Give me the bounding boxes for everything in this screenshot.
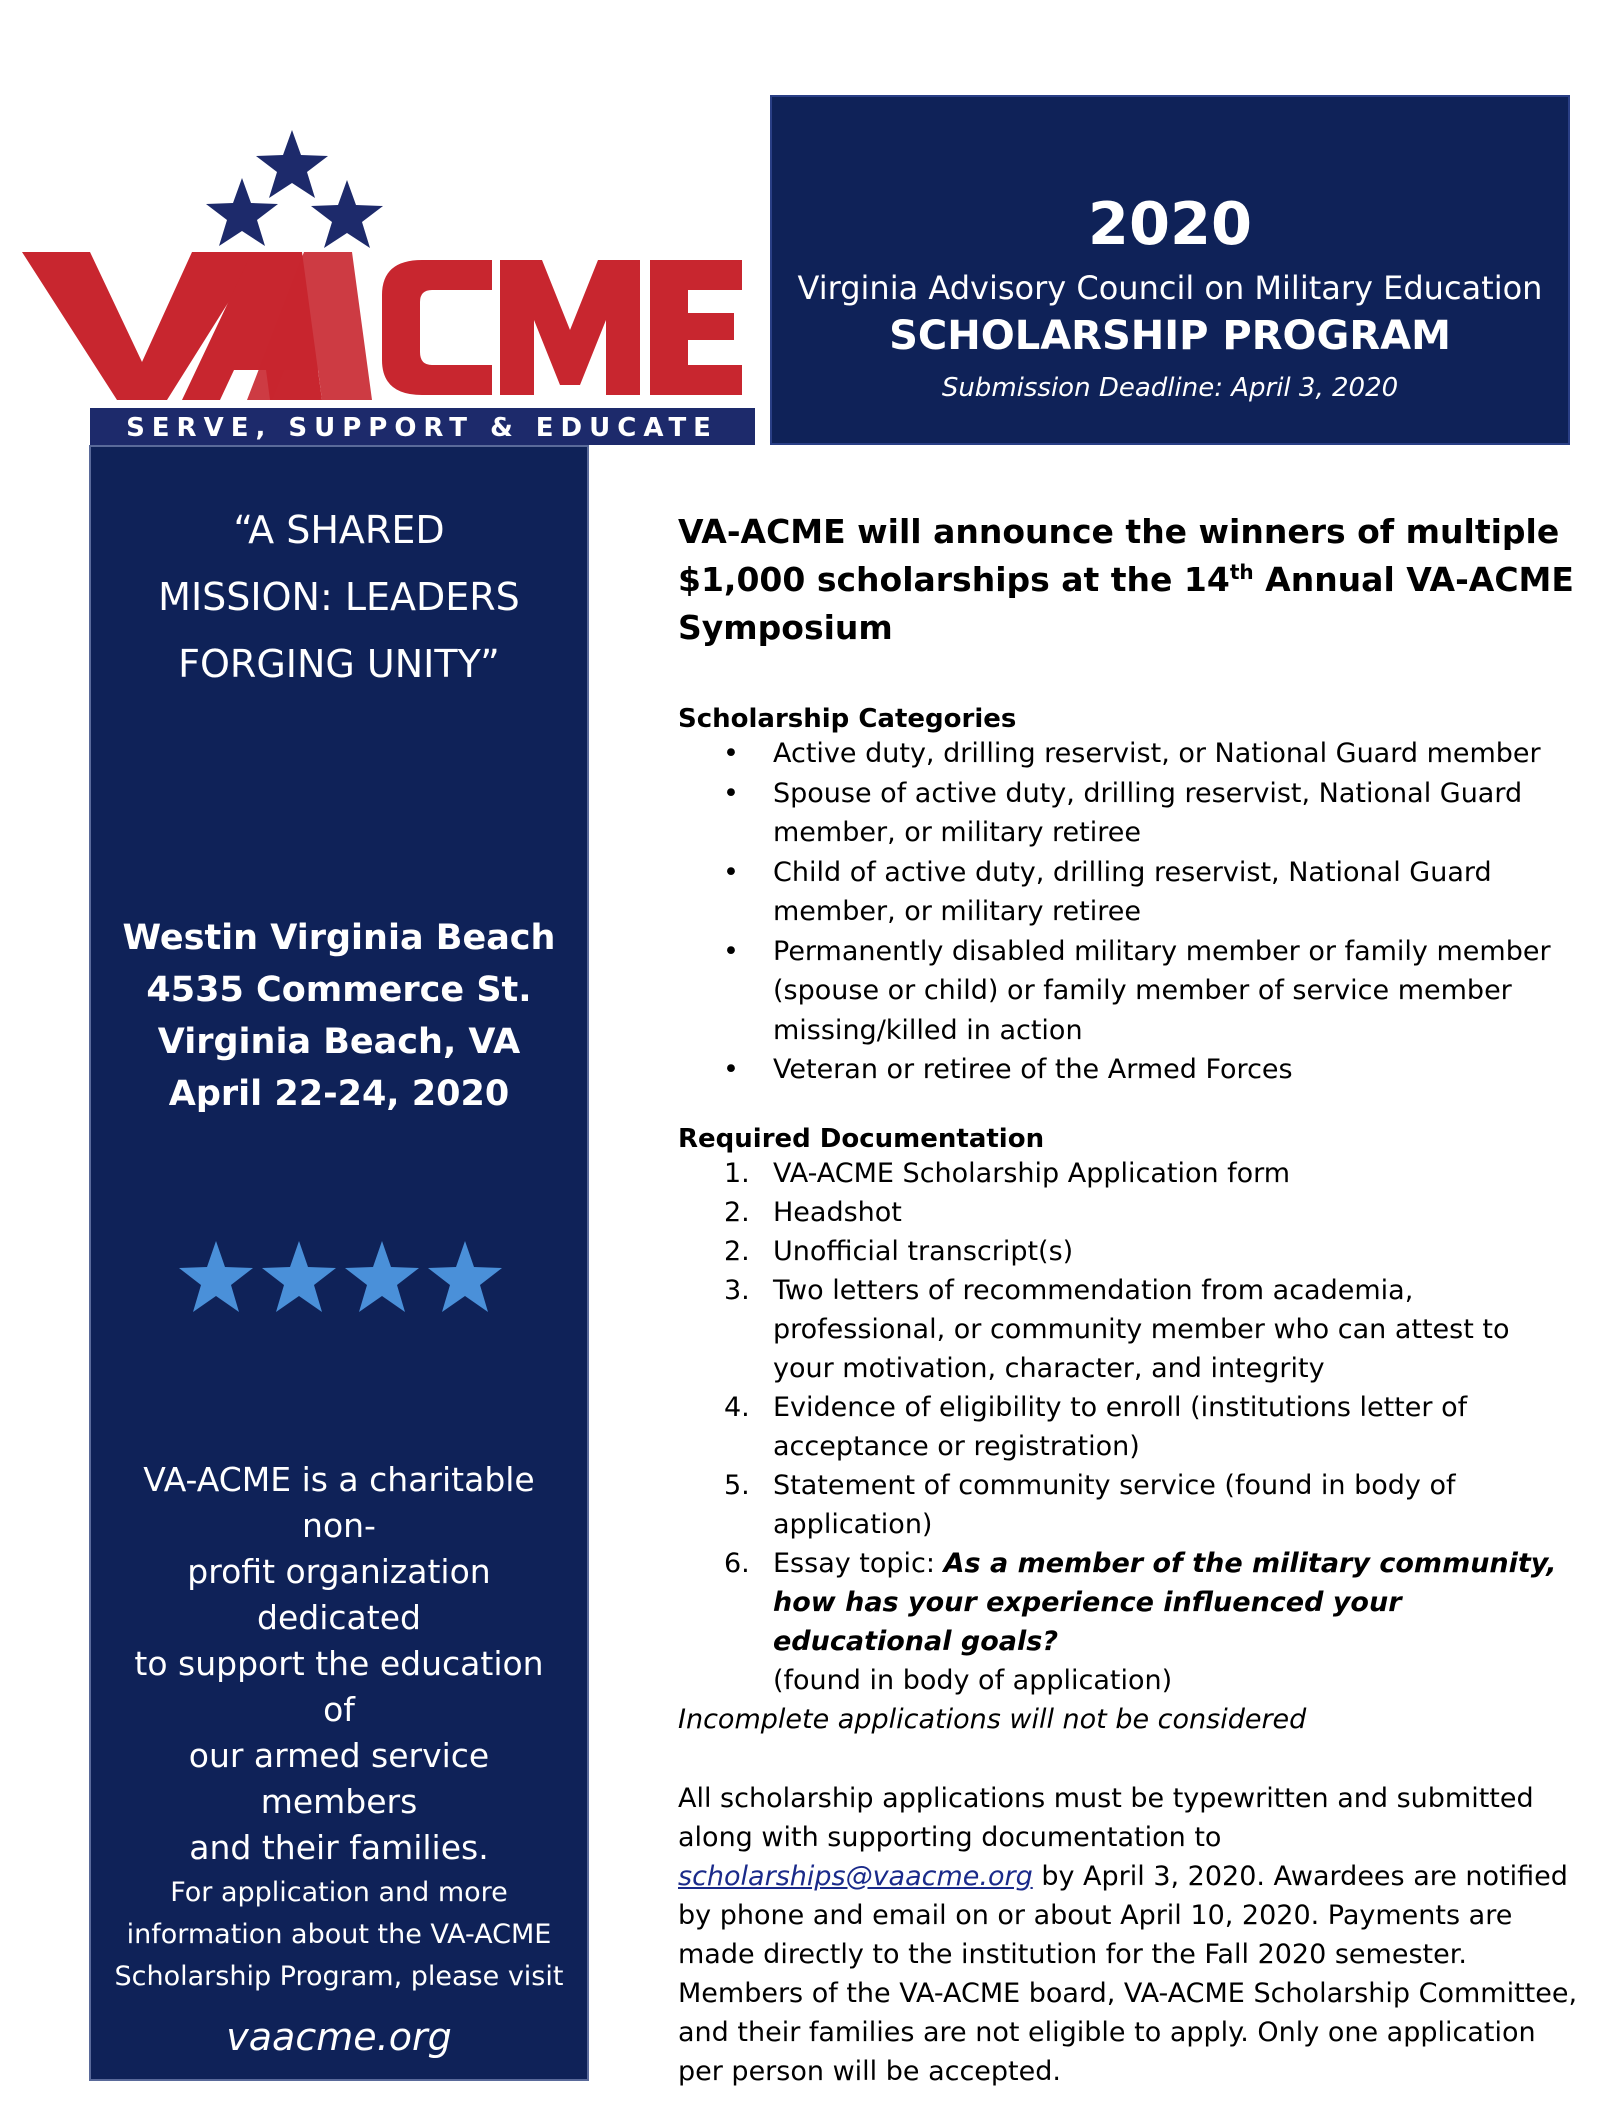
headline-text: VA-ACME will announce the winners of multiple $1,000 scholarships at the 14: [678, 512, 1560, 599]
essay-item: [678, 1544, 1578, 1700]
sidebar-info: [111, 1872, 567, 1998]
documentation-list: [678, 1154, 1578, 1700]
documentation-title: Required Documentation: [678, 1123, 1045, 1154]
header-year: 2020: [1087, 189, 1253, 258]
scholarship-email-link[interactable]: scholarships@vaacme.org: [678, 1860, 1033, 1892]
header-banner: [770, 95, 1570, 445]
about-line: our armed service members: [188, 1736, 490, 1821]
documentation-item: [678, 1388, 1578, 1466]
venue-city: Virginia Beach, VA: [157, 1022, 521, 1062]
submission-instructions: [678, 1779, 1578, 2091]
logo-star-icon: [206, 178, 278, 246]
headline-text-end: Annual VA-ACME Symposium: [678, 560, 1574, 647]
about-line: profit organization dedicated: [187, 1552, 491, 1637]
quote-line: “A SHARED: [233, 508, 445, 552]
sidebar-theme-quote: [111, 497, 567, 698]
info-line: For application and more: [170, 1877, 508, 1908]
category-item: • Child of active duty, drilling reservist, National Guard member, or military retiree: [678, 853, 1578, 932]
logo-letters: [22, 252, 742, 400]
item-number: 3.: [724, 1274, 750, 1306]
info-line: information about the VA-ACME: [126, 1919, 552, 1950]
quote-line: FORGING UNITY”: [178, 642, 500, 686]
closing-text: All scholarship applications must be typewritten and submitted along with supporting documentation to: [678, 1782, 1534, 1853]
venue-name: Westin Virginia Beach: [122, 918, 556, 958]
star-icon: [428, 1241, 502, 1312]
sidebar-panel: [89, 445, 589, 2081]
closing-text-end: by April 3, 2020. Awardees are notified by phone and email on or about April 10, 2020. Payments are made directly to the institution for the Fall 2020 semester. Members of the VA-ACME board, VA-ACME Scholarship Committee, and their families are not eligible to apply. Only one application per person will be accepted.: [678, 1860, 1578, 2087]
header-deadline: Submission Deadline: April 3, 2020: [941, 373, 1399, 403]
logo-star-icon: [256, 130, 328, 198]
item-text: Headshot: [773, 1196, 902, 1228]
essay-suffix: (found in body of application): [773, 1664, 1173, 1696]
sidebar-stars: [91, 1235, 587, 1325]
logo-tagline: SERVE, SUPPORT & EDUCATE: [126, 413, 718, 443]
item-text: Two letters of recommendation from academia, professional, or community member who can attest to your motivation, character, and integrity: [773, 1274, 1510, 1384]
category-item: • Spouse of active duty, drilling reservist, National Guard member, or military retiree: [678, 774, 1578, 853]
item-text: Statement of community service (found in body of application): [773, 1469, 1456, 1540]
item-number: 6.: [724, 1547, 750, 1579]
item-number: 4.: [724, 1391, 750, 1423]
header-program-title: SCHOLARSHIP PROGRAM: [889, 313, 1451, 359]
category-item: • Permanently disabled military member or family member (spouse or child) or family member of service member missing/killed in action: [678, 932, 1578, 1051]
vaacme-logo: [22, 130, 757, 445]
documentation-item: [678, 1193, 1578, 1232]
quote-line: MISSION: LEADERS: [158, 575, 520, 619]
incomplete-notice: Incomplete applications will not be considered: [678, 1703, 1307, 1735]
about-line: VA-ACME is a charitable non-: [143, 1460, 535, 1545]
item-number: 2.: [724, 1235, 750, 1267]
item-text: Unofficial transcript(s): [773, 1235, 1074, 1267]
venue-dates: April 22-24, 2020: [168, 1074, 510, 1114]
main-content: [678, 508, 1578, 2091]
item-text: Evidence of eligibility to enroll (institutions letter of acceptance or registration): [773, 1391, 1468, 1462]
item-number: 5.: [724, 1469, 750, 1501]
item-number: 2.: [724, 1196, 750, 1228]
documentation-item: [678, 1271, 1578, 1388]
announcement-headline: [678, 508, 1578, 652]
star-icon: [179, 1241, 253, 1312]
category-item: • Veteran or retiree of the Armed Forces: [678, 1050, 1578, 1090]
sidebar-venue: [101, 912, 577, 1120]
star-icon: [262, 1241, 336, 1312]
info-line: Scholarship Program, please visit: [114, 1961, 564, 1992]
headline-superscript: th: [1229, 560, 1254, 584]
documentation-item: [678, 1232, 1578, 1271]
header-council-name: Virginia Advisory Council on Military Education: [797, 269, 1543, 307]
item-text: VA-ACME Scholarship Application form: [773, 1157, 1291, 1189]
essay-question: As a member of the military community, how has your experience influenced your educational goals?: [773, 1547, 1557, 1657]
venue-street: 4535 Commerce St.: [146, 970, 532, 1010]
category-item: • Active duty, drilling reservist, or National Guard member: [678, 734, 1578, 774]
categories-list: [678, 734, 1578, 1090]
essay-prefix: Essay topic:: [773, 1547, 944, 1579]
about-line: and their families.: [189, 1828, 489, 1867]
documentation-item: [678, 1466, 1578, 1544]
categories-title: Scholarship Categories: [678, 704, 1017, 734]
website-link[interactable]: vaacme.org: [226, 2015, 452, 2059]
documentation-item: [678, 1154, 1578, 1193]
item-number: 1.: [724, 1157, 750, 1189]
about-line: to support the education of: [134, 1644, 544, 1729]
logo-star-icon: [311, 180, 383, 248]
star-icon: [345, 1241, 419, 1312]
sidebar-about: [115, 1457, 563, 1871]
